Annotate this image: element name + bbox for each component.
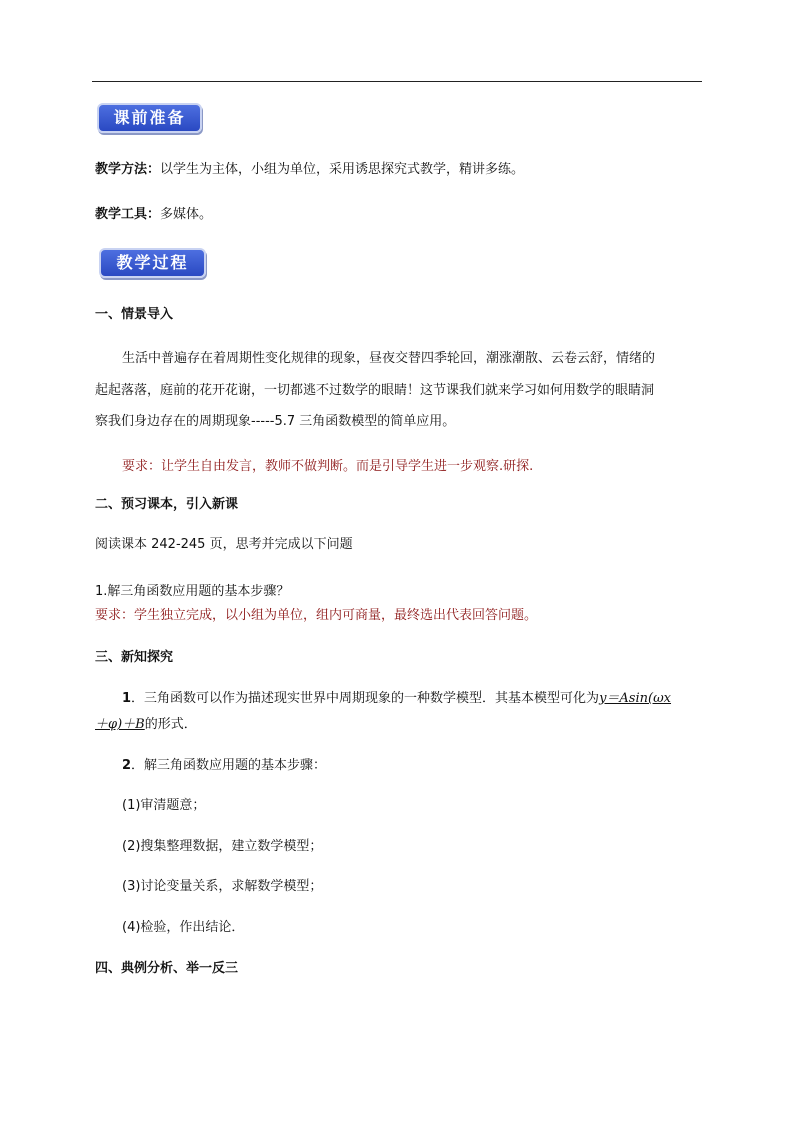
- header-rule: [92, 81, 702, 82]
- step-4: (4)检验，作出结论．: [122, 920, 245, 935]
- item1-formula-a: y＝Asin(ωx: [599, 691, 672, 706]
- part3-heading: 三、新知探究: [95, 650, 174, 665]
- teaching-method-text: 以学生为主体，小组为单位，采用诱思探究式教学，精讲多练。: [160, 162, 525, 177]
- item1-formula-b: ＋φ)＋B: [95, 717, 145, 732]
- step-3: (3)讨论变量关系，求解数学模型；: [122, 879, 323, 894]
- item2-number: 2: [122, 758, 132, 773]
- teaching-tool-line: [95, 203, 212, 222]
- item1-text: ．三角函数可以作为描述现实世界中周期现象的一种数学模型．其基本模型可化为: [131, 691, 600, 706]
- teaching-method-label: 教学方法：: [95, 162, 161, 177]
- part3-item1-line1: [122, 687, 671, 706]
- teaching-method-line: [95, 158, 524, 177]
- part1-heading: 一、情景导入: [95, 307, 174, 322]
- part2-heading: 二、预习课本，引入新课: [95, 497, 239, 512]
- item1-number: 1: [122, 691, 132, 706]
- step-2: (2)搜集整理数据，建立数学模型；: [122, 839, 323, 854]
- teaching-tool-text: 多媒体。: [160, 207, 213, 222]
- part3-item2: [122, 754, 326, 773]
- teaching-tool-label: 教学工具：: [95, 207, 161, 222]
- part1-para-line1: 生活中普遍存在着周期性变化规律的现象，昼夜交替四季轮回，潮涨潮散、云卷云舒，情绪的: [122, 351, 656, 366]
- part1-para-line2: 起起落落，庭前的花开花谢，一切都逃不过数学的眼睛！这节课我们就来学习如何用数学的眼睛洞: [95, 383, 655, 398]
- item1-tail: 的形式．: [144, 717, 197, 732]
- part4-heading: 四、典例分析、举一反三: [95, 961, 239, 976]
- step-1: (1)审清题意；: [122, 798, 206, 813]
- part3-item1-line2: [95, 713, 197, 732]
- part2-question: 1.解三角函数应用题的基本步骤？: [95, 584, 290, 599]
- item2-text: ．解三角函数应用题的基本步骤：: [131, 758, 327, 773]
- badge-process: 教学过程: [99, 248, 206, 278]
- part1-requirement: 要求：让学生自由发言，教师不做判断。而是引导学生进一步观察.研探.: [122, 459, 534, 474]
- part2-requirement: 要求：学生独立完成，以小组为单位，组内可商量，最终选出代表回答问题。: [95, 608, 538, 623]
- part2-reading: 阅读课本 242-245 页，思考并完成以下问题: [95, 537, 353, 552]
- badge-prep: 课前准备: [97, 103, 202, 133]
- part1-para-line3: 察我们身边存在的周期现象-----5.7 三角函数模型的简单应用。: [95, 414, 456, 429]
